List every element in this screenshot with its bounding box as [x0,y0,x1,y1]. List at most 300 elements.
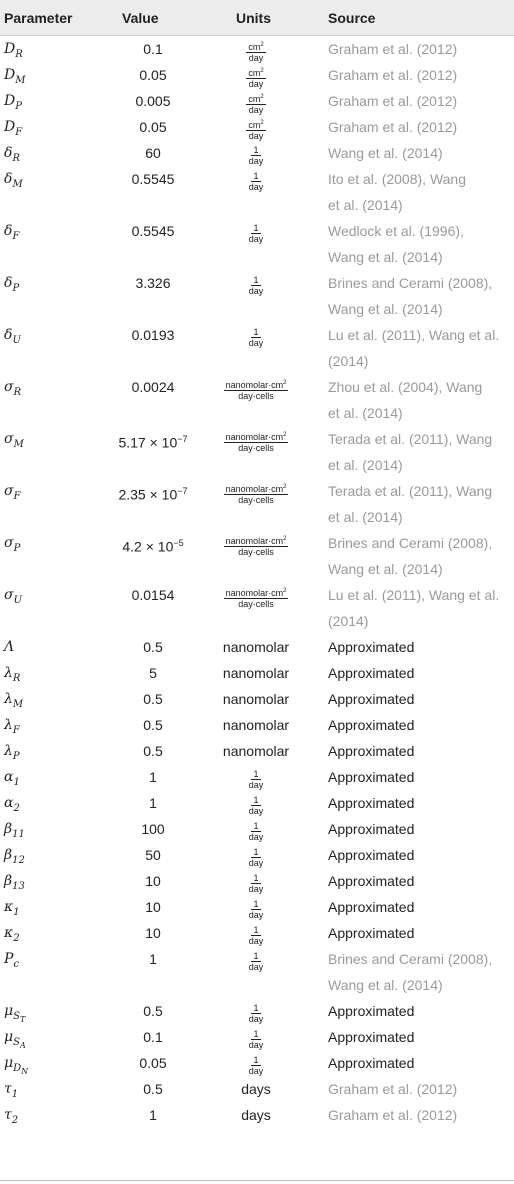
table-row [0,790,514,816]
param-units [198,764,314,790]
param-sub-text: R [15,48,23,60]
param-base: Λ [4,639,15,655]
param-value [112,530,194,560]
param-sub-text: R [12,152,20,164]
units-fraction [247,847,266,868]
table-row [0,270,514,322]
units-one: 1 [253,769,259,780]
value-text: 0.1 [143,41,163,57]
param-subscript [14,387,22,398]
param-source [328,36,514,62]
source-line: Graham et al. (2012) [328,93,458,109]
units-numerator [224,378,289,391]
param-source [328,114,514,140]
table-row [0,946,514,998]
param-source [328,166,514,218]
units-numerator [246,118,265,131]
units-numerator [251,899,260,910]
units-denominator [236,547,276,557]
units-day: day [248,182,264,193]
units-fraction [247,275,266,296]
units-fraction [224,378,289,401]
value-text: 0.0193 [131,327,175,343]
param-subscript [12,855,25,866]
param-source [328,582,514,634]
value-text: 0.0154 [131,587,175,603]
param-subscript [12,231,19,242]
value-text: 100 [141,821,165,837]
param-units [198,36,314,63]
units-numerator [224,586,289,599]
param-subscript [12,335,20,346]
source-line: et al. (2014) [328,197,403,213]
param-sub-text: P [13,542,21,554]
units-denominator [236,443,276,453]
units-numerator [246,40,265,53]
param-base: D [4,119,16,135]
units-exp: 2 [283,588,287,595]
units-fraction [247,821,266,842]
units-fraction [247,1003,266,1024]
units-day: day [248,780,264,791]
units-numerator [246,92,265,105]
units-nanomolar-cm: nanomolar·cm [225,588,284,599]
param-source [328,530,514,582]
param-units [198,140,314,166]
units-day: day [248,962,264,973]
source-line: Lu et al. (2011), Wang et al. [328,327,500,343]
param-value [112,738,194,764]
param-sub-text: 12 [12,854,25,866]
param-source [328,634,514,660]
param-symbol [4,582,110,614]
param-value [112,374,194,400]
value-text: 1 [149,1107,157,1123]
param-sub-text: U [13,594,22,606]
units-exp: 2 [283,484,287,491]
param-subscript [12,829,25,840]
param-units [198,530,314,557]
param-base: β [4,847,13,863]
param-source [328,218,514,270]
units-day: day [248,131,264,142]
units-fraction [247,899,266,920]
units-denominator [247,156,266,166]
value-text: 0.5 [143,691,163,707]
value-text: 10 [145,899,161,915]
table-row [0,738,514,764]
table-row [0,62,514,88]
param-units [198,218,314,244]
param-base: σ [4,379,14,395]
param-value [112,1102,194,1128]
units-fraction [247,223,266,244]
param-units [198,114,314,141]
value-text: 0.05 [139,67,167,83]
units-denominator [236,495,276,505]
units-denominator [247,910,266,920]
param-source [328,1102,514,1128]
source-line: Wang et al. (2014) [328,301,443,317]
param-value [112,686,194,712]
value-text: 0.5 [143,717,163,733]
param-units [198,738,314,764]
value-exponent: −5 [173,538,184,548]
param-subscript [14,595,22,606]
header-value: Value [122,10,159,26]
source-line: Approximated [328,821,415,837]
param-symbol [4,270,110,302]
param-sub-text: U [12,334,21,346]
param-source [328,920,514,946]
source-line: Approximated [328,743,415,759]
param-base: D [4,41,16,57]
value-text: 10 [145,925,161,941]
value-exponent: −7 [177,434,188,444]
units-day-cells: day·cells [238,443,274,454]
param-source [328,322,514,374]
table-row [0,88,514,114]
table-row [0,1102,514,1128]
units-numerator [224,534,289,547]
param-sub-text: 1 [11,1088,19,1100]
table-row [0,374,514,426]
param-source [328,426,514,478]
param-base: β [4,821,13,837]
units-numerator [251,171,260,182]
units-one: 1 [253,951,259,962]
param-units [198,1076,314,1102]
table-row [0,920,514,946]
param-subscript [13,1011,25,1022]
units-exp: 2 [283,432,287,439]
units-day-cells: day·cells [238,495,274,506]
units-denominator [247,936,266,946]
source-line: Wang et al. (2014) [328,145,443,161]
param-subscript [12,283,19,294]
param-base: λ [4,665,13,681]
param-base: δ [4,327,13,343]
value-text: 0.5 [143,1081,163,1097]
param-source [328,1050,514,1076]
units-day: day [248,806,264,817]
param-source [328,478,514,530]
param-subsub: A [19,1040,26,1050]
table-row [0,868,514,894]
units-day: day [248,338,264,349]
units-numerator [251,327,260,338]
param-source [328,764,514,790]
units-fraction [246,66,265,89]
param-value [112,114,194,140]
source-line: Approximated [328,691,415,707]
param-base: δ [4,145,13,161]
source-line: et al. (2014) [328,457,403,473]
table-row [0,322,514,374]
units-fraction [247,171,266,192]
units-one: 1 [253,145,259,156]
units-numerator [251,925,260,936]
units-fraction [247,1029,266,1050]
source-line: Brines and Cerami (2008), [328,275,493,291]
units-text: nanomolar [222,717,290,733]
param-value [112,582,194,608]
source-line: Graham et al. (2012) [328,67,458,83]
param-sub-text: P [15,100,22,112]
units-numerator [251,873,260,884]
units-one: 1 [253,327,259,338]
units-text: days [241,1107,271,1123]
param-subscript [14,491,21,502]
param-subscript [12,179,22,190]
param-sub-text: M [12,698,24,710]
param-symbol [4,374,110,406]
param-value [112,660,194,686]
units-day: day [248,79,264,90]
param-base: D [4,93,16,109]
units-denominator [247,1014,266,1024]
units-day: day [248,53,264,64]
param-source [328,712,514,738]
param-value [112,478,194,508]
param-units [198,998,314,1024]
source-line: Approximated [328,665,415,681]
param-value [112,1024,194,1050]
units-day: day [248,936,264,947]
param-value [112,894,194,920]
units-fraction [247,769,266,790]
param-subsub: N [21,1066,29,1076]
units-nanomolar-cm: nanomolar·cm [225,432,284,443]
param-source [328,998,514,1024]
param-symbol [4,634,110,660]
table-row [0,712,514,738]
units-denominator [236,391,276,401]
source-line: Lu et al. (2011), Wang et al. [328,587,500,603]
param-units [198,1050,314,1076]
param-sub-text: M [13,438,24,450]
units-exp: 2 [260,94,264,101]
source-line: Graham et al. (2012) [328,1107,458,1123]
units-day: day [248,1066,264,1077]
param-subscript [15,75,25,86]
param-sub-text: M [12,178,23,190]
value-text: 0.05 [139,1055,167,1071]
value-text: 0.5545 [131,223,175,239]
units-numerator [251,275,260,286]
param-sub-text: 1 [13,776,20,788]
units-fraction [246,118,265,141]
source-line: Zhou et al. (2004), Wang [328,379,483,395]
param-value [112,36,194,62]
param-units [198,322,314,348]
param-units [198,634,314,660]
value-text: 0.0024 [131,379,175,395]
units-day-cells: day·cells [238,547,274,558]
table-row [0,218,514,270]
param-subscript [15,101,22,112]
param-units [198,166,314,192]
param-value [112,790,194,816]
param-sub-text: F [12,230,20,242]
param-base: τ [4,1107,12,1123]
param-subscript [13,699,23,710]
units-nanomolar-cm: nanomolar·cm [225,380,284,391]
param-units [198,478,314,505]
param-subscript [14,439,24,450]
param-value [112,868,194,894]
param-base: σ [4,431,14,447]
table-row [0,816,514,842]
param-sub-text: F [12,724,20,736]
param-value [112,166,194,192]
param-subscript [12,1089,18,1100]
units-day: day [248,286,264,297]
units-cm: cm [248,94,261,105]
source-line: Brines and Cerami (2008), [328,951,493,967]
units-fraction [247,145,266,166]
param-units [198,374,314,401]
units-numerator [251,1029,260,1040]
source-line: Approximated [328,1029,415,1045]
units-fraction [247,925,266,946]
param-symbol [4,478,110,510]
header-source: Source [328,10,376,26]
units-nanomolar-cm: nanomolar·cm [225,536,284,547]
units-one: 1 [253,821,259,832]
param-subscript [13,777,19,788]
units-numerator [224,482,289,495]
units-numerator [246,66,265,79]
units-one: 1 [253,275,259,286]
param-subscript [13,751,20,762]
units-one: 1 [253,171,259,182]
param-value [112,1076,194,1102]
param-subscript [13,725,20,736]
param-units [198,660,314,686]
units-fraction [247,951,266,972]
param-sub-text: P [12,282,20,294]
units-one: 1 [253,873,259,884]
source-line: Wang et al. (2014) [328,249,443,265]
units-one: 1 [253,1055,259,1066]
value-text: 3.326 [135,275,171,291]
param-symbol [4,530,110,562]
param-units [198,426,314,453]
param-source [328,270,514,322]
param-subsub: T [19,1014,26,1024]
param-sub-text: 2 [13,802,20,814]
units-numerator [251,1055,260,1066]
param-base: α [4,769,14,785]
param-base: P [4,951,14,967]
units-denominator [247,806,266,816]
param-value [112,634,194,660]
param-source [328,894,514,920]
param-subscript [13,907,19,918]
units-text: days [241,1081,271,1097]
param-units [198,686,314,712]
units-day: day [248,1014,264,1025]
source-line: Wedlock et al. (1996), [328,223,464,239]
param-subscript [15,127,22,138]
source-line: Approximated [328,1003,415,1019]
table-body [0,36,514,1128]
source-line: et al. (2014) [328,405,403,421]
param-symbol [4,322,110,354]
units-denominator [247,884,266,894]
param-subscript [12,881,25,892]
table-header [0,0,514,36]
value-text: 50 [145,847,161,863]
source-line: Approximated [328,925,415,941]
param-units [198,816,314,842]
param-source [328,374,514,426]
param-units [198,946,314,972]
units-denominator [247,1066,266,1076]
param-value [112,764,194,790]
param-symbol [4,426,110,458]
source-line: Approximated [328,1055,415,1071]
units-fraction [224,482,289,505]
param-sub-text: c [13,958,20,970]
units-cm: cm [248,42,261,53]
units-numerator [251,847,260,858]
units-day: day [248,858,264,869]
param-base: δ [4,171,13,187]
units-exp: 2 [260,42,264,49]
source-line: Approximated [328,717,415,733]
param-subscript [13,959,19,970]
param-subscript [13,1063,28,1074]
param-subscript [13,673,21,684]
table-bottom-rule [0,1180,514,1181]
param-source [328,738,514,764]
param-units [198,270,314,296]
param-sub-text: 11 [12,828,25,840]
source-line: Terada et al. (2011), Wang [328,483,493,499]
units-text: nanomolar [222,639,290,655]
param-base: σ [4,483,14,499]
param-subscript [13,933,19,944]
param-value [112,62,194,88]
table-row [0,634,514,660]
table-row [0,764,514,790]
units-nanomolar-cm: nanomolar·cm [225,484,284,495]
param-units [198,842,314,868]
value-text: 1 [149,769,157,785]
param-base: μ [4,1029,14,1045]
param-value [112,712,194,738]
param-source [328,62,514,88]
value-text: 0.5 [143,1003,163,1019]
units-day: day [248,234,264,245]
param-sub-text: 13 [12,880,25,892]
source-line: Approximated [328,847,415,863]
param-sub-text: 1 [13,906,20,918]
units-fraction [247,1055,266,1076]
param-units [198,894,314,920]
value-text: 5 [149,665,157,681]
header-units: Units [236,10,271,26]
value-text: 2.35 × 10 [118,486,178,503]
units-day: day [248,884,264,895]
units-one: 1 [253,847,259,858]
param-value [112,920,194,946]
table-row [0,894,514,920]
param-subscript [15,49,23,60]
units-text: nanomolar [222,743,290,759]
